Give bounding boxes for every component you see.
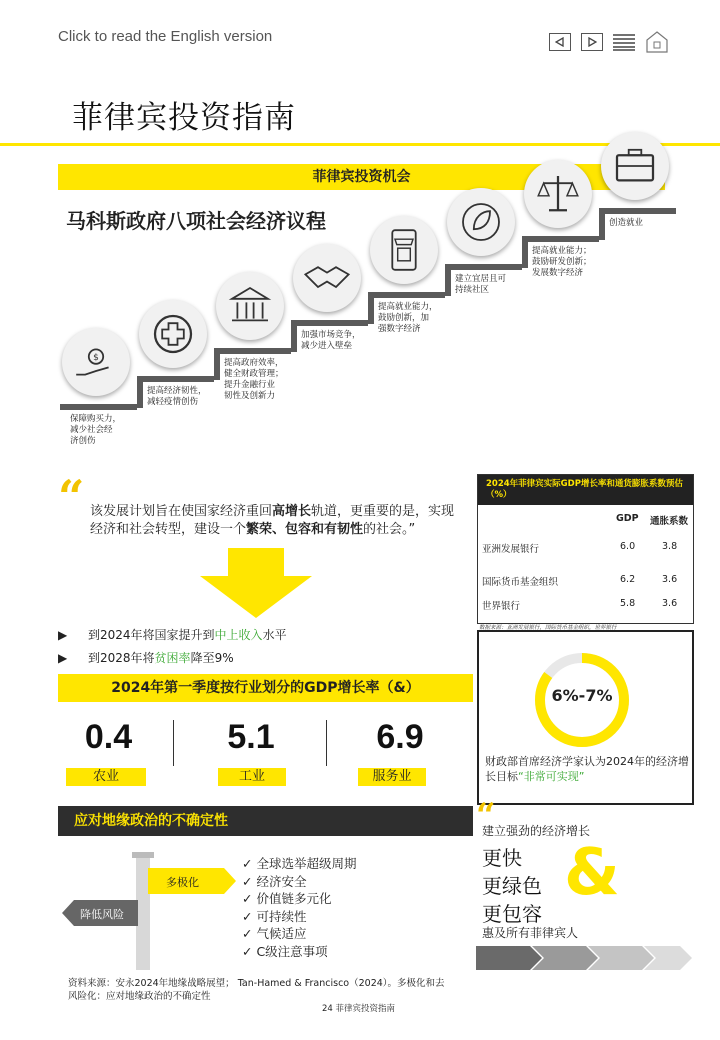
table-cell: 3.8: [662, 541, 678, 552]
table-cell: 国际货币基金组织: [482, 577, 559, 588]
stat-value: 5.1: [227, 718, 275, 756]
stat-label: 农业: [66, 768, 146, 786]
geo-check-item: [242, 943, 356, 961]
home-button[interactable]: [645, 30, 669, 54]
check-icon: ✓: [242, 891, 257, 906]
quote-bold-2: 繁荣、包容和有韧性: [246, 522, 364, 537]
stair-ledge: [445, 264, 522, 270]
table-cell: 6.2: [620, 574, 636, 585]
gdp-sector-stats: [58, 718, 473, 788]
table-cell: 世界银行: [482, 601, 521, 612]
check-icon: ✓: [242, 908, 257, 924]
quote-bold-1: 高增长: [272, 504, 312, 519]
ampersand-graphic: &: [564, 836, 620, 910]
agenda-step-text: 提高经济韧性， 减轻疫情创伤: [147, 386, 207, 407]
growth-heading: 建立强劲的经济增长: [482, 824, 591, 838]
stair-riser: [214, 348, 220, 380]
stair-riser: [599, 208, 605, 240]
quote-text: [90, 503, 460, 539]
agenda-step-text: 加强市场竞争， 减少进入壁垒: [301, 330, 361, 351]
check-icon: ✓: [242, 873, 257, 889]
table-title: 2024年菲律宾实际GDP增长率和通货膨胀系数预估（%）: [478, 475, 693, 505]
geo-axis-cap: [132, 852, 154, 858]
check-label: 气候适应: [256, 926, 307, 941]
forecast-table: [477, 474, 694, 624]
agenda-step-text: 提高就业能力， 鼓励创新，加 强数字经济: [378, 302, 438, 334]
check-icon: ✓: [242, 856, 257, 871]
geo-section-title: 应对地缘政治的不确定性: [58, 806, 473, 836]
geo-check-item: [242, 890, 356, 908]
triangle-right-icon: [587, 37, 597, 47]
triangle-left-icon: [555, 37, 565, 47]
geo-check-item: [242, 925, 356, 943]
stair-riser: [368, 292, 374, 324]
agenda-step-text: 提高政府效率， 健全财政管理； 提升金融行业 韧性及创新力: [224, 358, 284, 401]
agenda-step-text: 建立宜居且可 持续社区: [455, 274, 507, 295]
stair-ledge: [522, 236, 599, 242]
derisk-label: 降低风险: [80, 908, 124, 921]
stair-ledge: [291, 320, 368, 326]
progress-chevrons: [476, 946, 692, 970]
menu-lines-icon: [613, 33, 635, 51]
quote-part-2: 轨道，更重要的是，实现经济和社会转型，建设一个: [90, 504, 455, 537]
gdp-sector-title: 2024年第一季度按行业划分的GDP增长率（&）: [58, 674, 473, 702]
agenda-title: 马科斯政府八项社会经济议程: [66, 209, 326, 233]
stat-value: 6.9: [376, 718, 424, 756]
target-highlight: “非常可实现”: [518, 770, 585, 783]
target-text: [485, 754, 690, 784]
multipolar-label: 多极化: [166, 876, 199, 889]
growth-line: 更绿色: [482, 874, 542, 898]
table-cell: 3.6: [662, 574, 678, 585]
government-building-icon: [216, 272, 284, 340]
divider: [173, 720, 174, 766]
stair-riser: [522, 236, 528, 268]
agenda-step-text: 提高就业能力； 鼓励研发创新； 发展数字经济: [532, 246, 592, 278]
check-icon: ✓: [242, 943, 257, 959]
check-label: C级注意事项: [256, 943, 328, 959]
stat-label: 服务业: [358, 768, 426, 786]
quote-part-3: 的社会。”: [363, 522, 416, 537]
agenda-step-text: 创造就业: [609, 218, 644, 228]
scales-icon: [524, 160, 592, 228]
quote-mark-icon: “: [58, 470, 85, 524]
table-cell: 5.8: [620, 598, 636, 609]
page-footer: 24 菲律宾投资指南: [322, 1004, 396, 1014]
goal-item: ▶ 到2028年将贫困率降至9%: [58, 651, 234, 665]
geo-check-item: [242, 873, 356, 891]
divider: [326, 720, 327, 766]
briefcase-icon: [601, 132, 669, 200]
goals-list: [58, 626, 287, 666]
nav-controls: [549, 30, 669, 54]
growth-line: 更包容: [482, 902, 542, 926]
check-label: 价值链多元化: [256, 891, 332, 906]
stat-services: [350, 718, 450, 757]
quote-mark-icon: “: [476, 796, 496, 836]
check-label: 全球选举超级周期: [256, 856, 357, 871]
geo-source: 资料来源：安永2024年地缘战略展望； Tan-Hamed & Francisco（2024）。多极化和去风险化：应对地缘政治的不确定性: [68, 978, 445, 1002]
stair-ledge: [214, 348, 291, 354]
stat-industry: [206, 718, 296, 757]
stair-ledge: [368, 292, 445, 298]
geo-check-item: [242, 855, 356, 873]
down-arrow-icon: [200, 548, 312, 618]
col-header-inflation: 通胀系数: [650, 516, 689, 527]
agenda-step-text: 保障购买力， 减少社会经 济创伤: [70, 414, 122, 446]
medical-cross-icon: [139, 300, 207, 368]
stair-riser: [291, 320, 297, 352]
stair-ledge: [60, 404, 137, 410]
english-version-link[interactable]: Click to read the English version: [58, 28, 273, 45]
check-label: 可持续性: [256, 908, 307, 924]
prev-page-button[interactable]: [549, 33, 571, 51]
svg-text:$: $: [93, 353, 99, 364]
goal-item: ▶ 到2024年将国家提升到中上收入水平: [58, 628, 287, 642]
stat-agriculture: [66, 718, 151, 757]
stair-ledge: [137, 376, 214, 382]
check-icon: ✓: [242, 926, 257, 941]
table-source: 数据来源：亚洲发展银行，国际货币基金组织，世界银行: [479, 625, 617, 631]
stair-ledge: [599, 208, 676, 214]
geo-checklist: [242, 855, 356, 960]
handshake-icon: [293, 244, 361, 312]
quote-part-1: 该发展计划旨在使国家经济重回: [90, 504, 273, 519]
stat-label: 工业: [218, 768, 286, 786]
stair-riser: [137, 376, 143, 408]
eco-leaf-icon: [447, 188, 515, 256]
col-header-gdp: GDP: [616, 513, 639, 524]
target-desc: 财政部首席经济学家认为2024年的经济增长目标: [485, 755, 689, 783]
table-cell: 3.6: [662, 598, 678, 609]
geo-check-item: [242, 908, 356, 926]
home-icon: [645, 30, 669, 54]
growth-footer: 惠及所有菲律宾人: [482, 926, 579, 940]
table-cell: 6.0: [620, 541, 636, 552]
mobile-store-icon: [370, 216, 438, 284]
target-value: 6%-7%: [551, 686, 613, 705]
table-cell: 亚洲发展银行: [482, 544, 540, 555]
bullet-triangle-icon: ▶: [58, 651, 68, 665]
next-page-button[interactable]: [581, 33, 603, 51]
page-title: 菲律宾投资指南: [72, 100, 296, 136]
bullet-triangle-icon: ▶: [58, 628, 68, 642]
growth-target-box: [477, 630, 694, 805]
stair-riser: [445, 264, 451, 296]
hand-coin-icon: [62, 328, 130, 396]
stat-value: 0.4: [84, 718, 133, 756]
check-label: 经济安全: [256, 873, 307, 889]
section-banner: 菲律宾投资机会: [58, 164, 665, 190]
growth-line: 更快: [482, 846, 522, 870]
menu-button[interactable]: [613, 33, 635, 51]
